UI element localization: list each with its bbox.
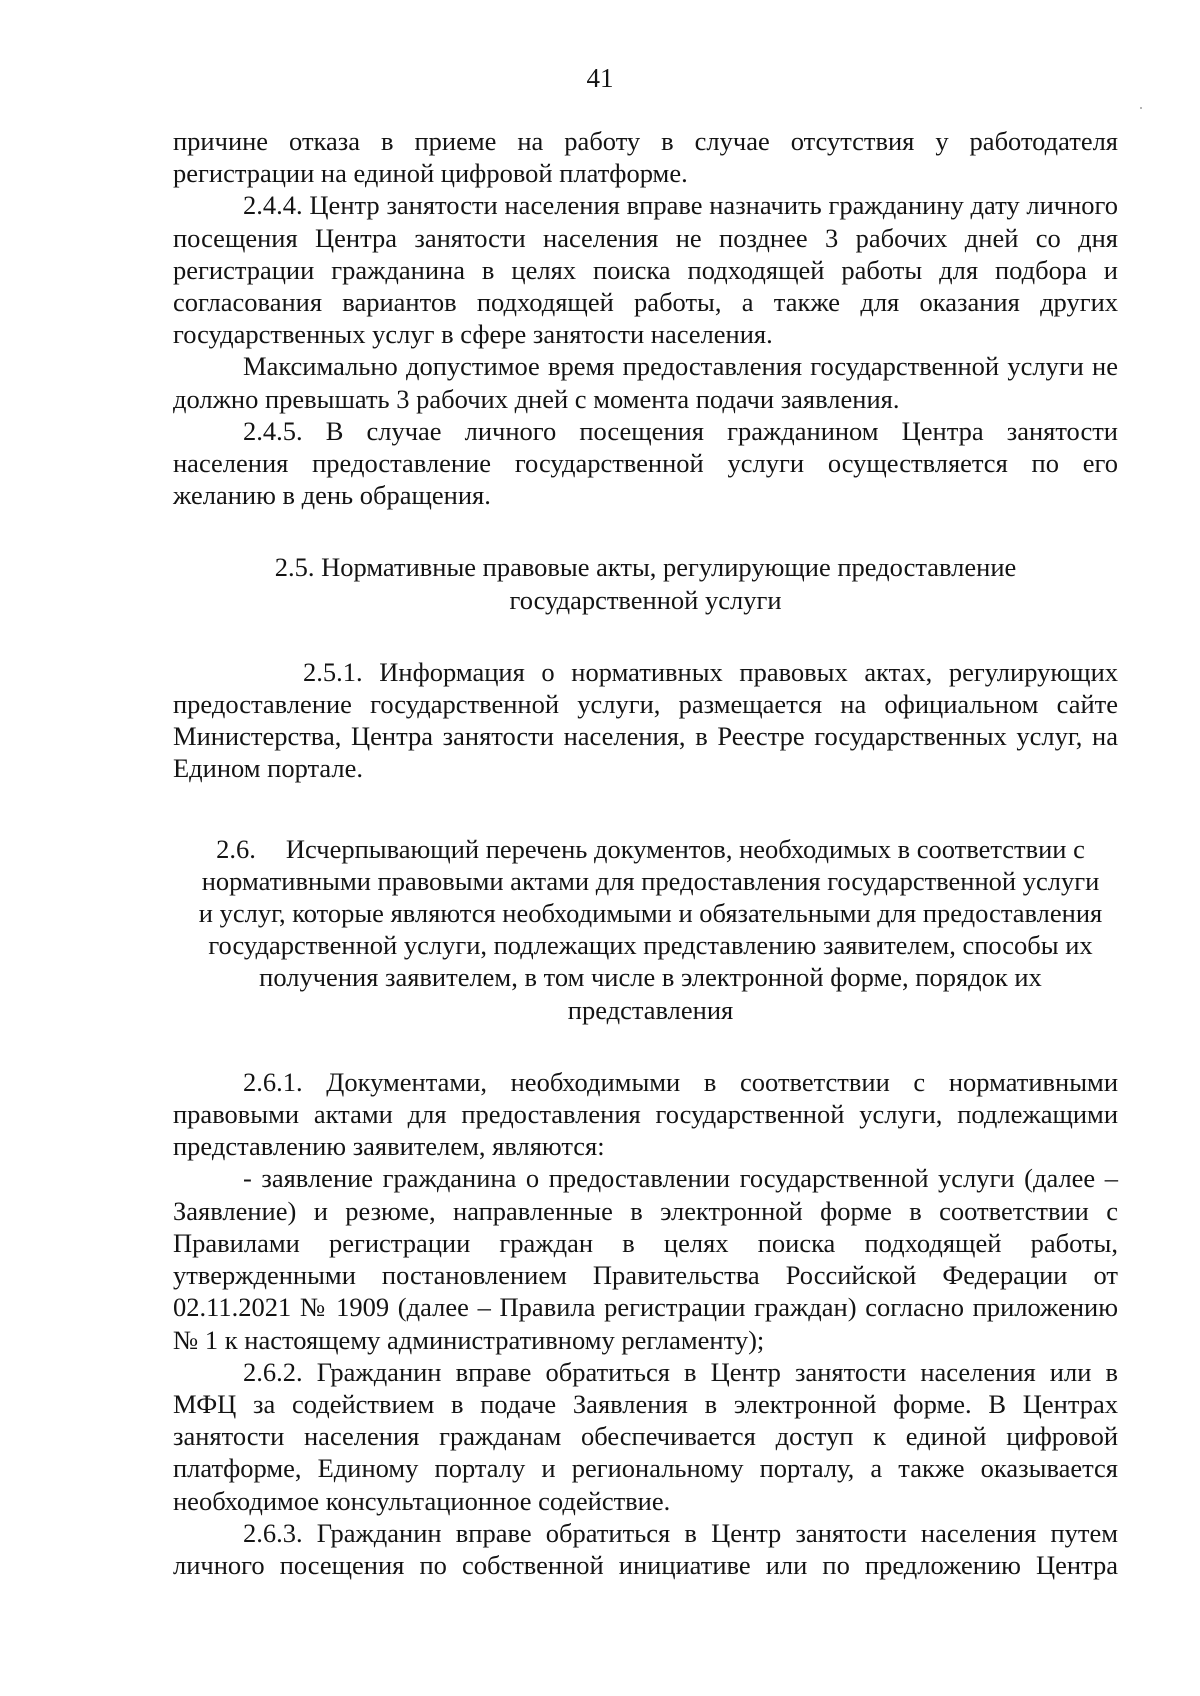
section-heading-2-6 — [173, 833, 1118, 1026]
paragraph-2-6-2: 2.6.2. Гражданин вправе обратиться в Центр занятости населения или в МФЦ за содействием в подаче Заявления в электронной форме. В Центрах занятости населения гражданам обеспечивается доступ к единой цифровой платформе, Единому порталу и региональному порталу, а также оказывается необходимое консультационное содействие. — [173, 1356, 1118, 1516]
document-body — [173, 125, 1118, 1581]
list-item-application: - заявление гражданина о предоставлении государственной услуги (далее – Заявление) и резюме, направленные в электронной форме в соответствии с Правилами регистрации граждан в целях поиска подходящей работы, утвержденными постановлением Правительства Российской Федерации от 02.11.2021 № 1909 (далее – Правила регистрации граждан) согласно приложению № 1 к настоящему административному регламенту); — [173, 1163, 1118, 1355]
scan-artifact — [1140, 107, 1142, 109]
spacer — [173, 1026, 1118, 1066]
paragraph-2-4-5: 2.4.5. В случае личного посещения гражданином Центра занятости населения предоставление государственной услуги осуществляется по его желанию в день обращения. — [173, 415, 1118, 511]
paragraph-continuation: причине отказа в приеме на работу в случае отсутствия у работодателя регистрации на единой цифровой платформе. — [173, 126, 1118, 189]
paragraph-max-time: Максимально допустимое время предоставления государственной услуги не должно превышать 3 рабочих дней с момента подачи заявления. — [173, 351, 1118, 414]
paragraph-2-6-1: 2.6.1. Документами, необходимыми в соответствии с нормативными правовыми актами для предоставления государственной услуги, подлежащими представлению заявителем, являются: — [173, 1066, 1118, 1162]
page-number: 41 — [586, 63, 614, 93]
paragraph-2-4-4: 2.4.4. Центр занятости населения вправе назначить гражданину дату личного посещения Центра занятости населения не позднее 3 рабочих дней со дня регистрации гражданина в целях поиска подходящей работы для подбора и согласования вариантов подходящей работы, а также для оказания других государственных услуг в сфере занятости населения. — [173, 190, 1118, 350]
spacer — [173, 616, 1118, 656]
section-heading-2-5: 2.5. Нормативные правовые акты, регулирующие предоставление государственной услуги — [274, 552, 1017, 615]
section-heading-2-6-text: Исчерпывающий перечень документов, необходимых в соответствии с нормативными правовыми актами для предоставления государственной услуги и услуг, которые являются необходимыми и обязательными для предоставления государственной услуги, подлежащих представлению заявителем, способы их получения заявителем, в том числе в электронной форме, порядок их представления — [198, 833, 1103, 1025]
spacer — [173, 511, 1118, 551]
section-heading-2-6-number: 2.6. — [216, 833, 256, 864]
paragraph-2-6-3: 2.6.3. Гражданин вправе обратиться в Центр занятости населения путем личного посещения по собственной инициативе или по предложению Центра — [173, 1517, 1118, 1580]
spacer — [173, 785, 1118, 833]
paragraph-2-5-1: 2.5.1. Информация о нормативных правовых актах, регулирующих предоставление государственной услуги, размещается на официальном сайте Министерства, Центра занятости населения, в Реестре государственных услуг, на Едином портале. — [173, 656, 1118, 784]
